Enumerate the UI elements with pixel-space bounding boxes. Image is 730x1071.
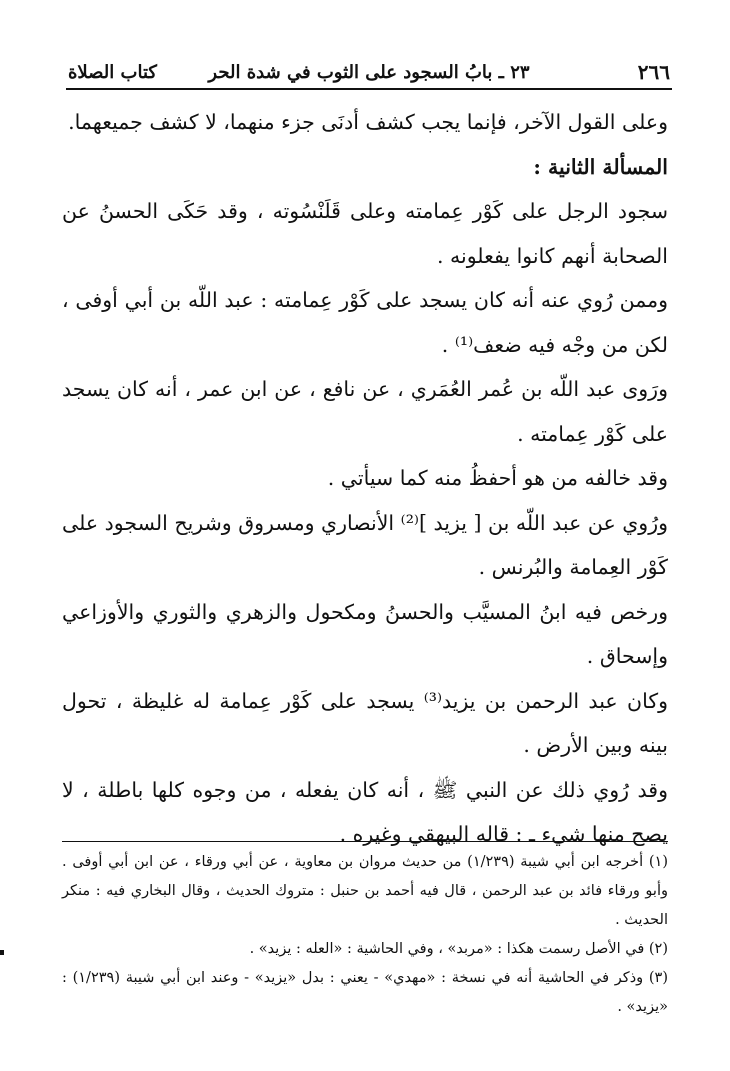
main-text bbox=[62, 100, 668, 857]
section-title: كتاب الصلاة bbox=[68, 61, 157, 83]
chapter-title: ٢٣ ـ بابُ السجود على الثوب في شدة الحر bbox=[208, 61, 530, 83]
paragraph: ورَوى عبد اللّه بن عُمر العُمَري ، عن نافع ، عن ابن عمر ، أنه كان يسجد على كَوْر عِمامته . bbox=[62, 377, 668, 446]
paragraph: ورخص فيه ابنُ المسيَّب والحسنُ ومكحول والزهري والثوري والأوزاعي وإسحاق . bbox=[62, 599, 668, 668]
footnote-rule bbox=[62, 841, 668, 842]
paragraph: وقد خالفه من هو أحفظُ منه كما سيأتي . bbox=[327, 466, 668, 490]
paragraph: سجود الرجل على كَوْر عِمامته وعلى قَلَنْسُوته ، وقد حَكَى الحسنُ عن الصحابة أنهم كانوا يفعلونه . bbox=[62, 199, 668, 268]
paragraph: وكان عبد الرحمن بن يزيد⁽³⁾ يسجد على كَوْر عِمامة له غليظة ، تحول بينه وبين الأرض . bbox=[62, 688, 668, 757]
paragraph: وممن رُوي عنه أنه كان يسجد على كَوْر عِمامته : عبد اللّه بن أبي أوفى ، لكن من وجْه فيه ضعف⁽¹⁾ . bbox=[62, 288, 668, 357]
scan-mark bbox=[0, 950, 4, 955]
paragraph: وقد رُوي ذلك عن النبي ﷺ ، أنه كان يفعله ، من وجوه كلها باطلة ، لا يصح منها شيء ـ : قاله البيهقي وغيره . bbox=[62, 777, 668, 846]
header-rule bbox=[66, 88, 672, 90]
footnote: (٢) في الأصل رسمت هكذا : «مربد» ، وفي الحاشية : «العله : يزيد» . bbox=[249, 941, 668, 957]
paragraph: وعلى القول الآخر، فإنما يجب كشف أدنَى جزء منهما، لا كشف جميعهما. bbox=[68, 110, 668, 134]
page-number: ٢٦٦ bbox=[637, 60, 670, 84]
footnotes bbox=[62, 848, 668, 1022]
page-header bbox=[68, 58, 670, 86]
footnote: (٣) وذكر في الحاشية أنه في نسخة : «مهدي» - يعني : بدل «يزيد» - وعند ابن أبي شيبة (١/٢٣٩) : «يزيد» . bbox=[62, 970, 668, 1015]
section-heading: المسألة الثانية : bbox=[533, 154, 668, 179]
footnote: (١) أخرجه ابن أبي شيبة (١/٢٣٩) من حديث مروان بن معاوية ، عن أبي ورقاء ، عن ابن أبي أوفى . وأبو ورقاء فائد بن عبد الرحمن ، قال فيه أحمد بن حنبل : متروك الحديث ، وقال البخاري فيه : منكر الحديث . bbox=[62, 854, 668, 928]
paragraph: ورُوي عن عبد اللّه بن [ يزيد ]⁽²⁾ الأنصاري ومسروق وشريح السجود على كَوْر العِمامة والبُرنس . bbox=[62, 510, 669, 579]
